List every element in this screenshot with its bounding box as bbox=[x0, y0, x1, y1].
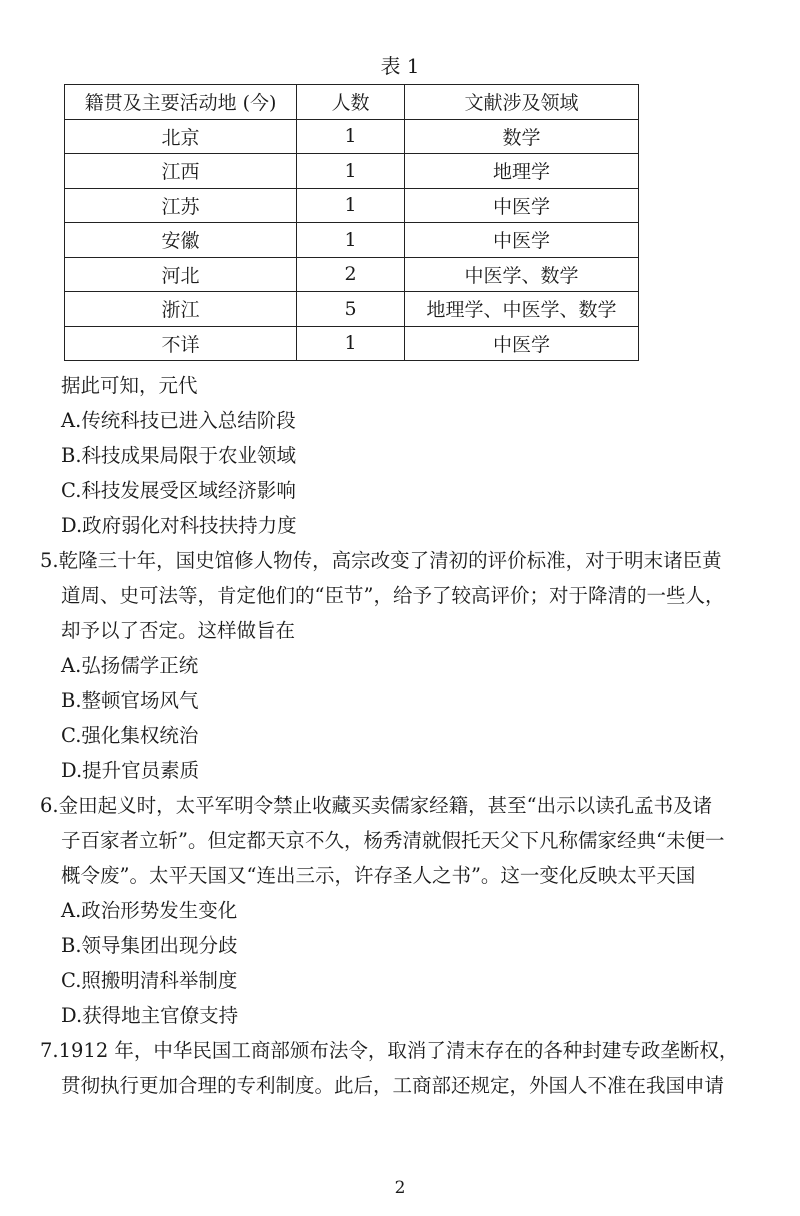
page-number: 2 bbox=[394, 1178, 406, 1198]
table-row bbox=[65, 257, 639, 292]
question-6-option-a: A.政治形势发生变化 bbox=[61, 899, 238, 922]
table-row bbox=[65, 119, 639, 154]
header-field: 文献涉及领域 bbox=[405, 85, 639, 120]
cell-count: 1 bbox=[297, 223, 405, 258]
header-region: 籍贯及主要活动地 (今) bbox=[65, 85, 297, 120]
cell-field: 中医学 bbox=[405, 188, 639, 223]
question-6 bbox=[40, 788, 785, 1033]
cell-count: 1 bbox=[297, 154, 405, 189]
cell-region: 安徽 bbox=[65, 223, 297, 258]
question-4-option-c: C.科技发展受区域经济影响 bbox=[61, 479, 296, 502]
cell-field: 地理学、中医学、数学 bbox=[405, 292, 639, 327]
question-6-option-b: B.领导集团出现分歧 bbox=[61, 934, 238, 957]
question-6-option-c: C.照搬明清科举制度 bbox=[61, 969, 238, 992]
question-5-line-3: 却予以了否定。这样做旨在 bbox=[61, 619, 296, 642]
cell-count: 1 bbox=[297, 326, 405, 361]
cell-count: 2 bbox=[297, 257, 405, 292]
question-4-option-d: D.政府弱化对科技扶持力度 bbox=[61, 514, 297, 537]
cell-count: 1 bbox=[297, 188, 405, 223]
question-5-option-b: B.整顿官场风气 bbox=[61, 689, 199, 712]
cell-region: 河北 bbox=[65, 257, 297, 292]
question-6-line-1: 6.金田起义时，太平军明令禁止收藏买卖儒家经籍，甚至“出示以读孔孟书及诸 bbox=[40, 794, 713, 817]
header-count: 人数 bbox=[297, 85, 405, 120]
cell-count: 5 bbox=[297, 292, 405, 327]
data-table bbox=[64, 84, 639, 361]
question-7-line-1: 7.1912 年，中华民国工商部颁布法令，取消了清末存在的各种封建专政垄断权， bbox=[40, 1039, 739, 1062]
questions-text bbox=[40, 368, 785, 1103]
question-6-line-3: 概令废”。太平天国又“连出三示，许存圣人之书”。这一变化反映太平天国 bbox=[61, 864, 696, 887]
question-6-line-2: 子百家者立斩”。但定都天京不久，杨秀清就假托天父下凡称儒家经典“未便一 bbox=[61, 829, 725, 852]
question-7 bbox=[40, 1033, 785, 1103]
cell-field: 中医学、数学 bbox=[405, 257, 639, 292]
table-row bbox=[65, 326, 639, 361]
cell-count: 1 bbox=[297, 119, 405, 154]
question-5-option-d: D.提升官员素质 bbox=[61, 759, 200, 782]
cell-field: 数学 bbox=[405, 119, 639, 154]
cell-region: 不详 bbox=[65, 326, 297, 361]
question-5-line-1: 5.乾隆三十年，国史馆修人物传，高宗改变了清初的评价标准，对于明末诸臣黄 bbox=[40, 549, 722, 572]
question-7-line-2: 贯彻执行更加合理的专利制度。此后，工商部还规定，外国人不准在我国申请 bbox=[61, 1074, 725, 1097]
cell-field: 中医学 bbox=[405, 223, 639, 258]
table-row bbox=[65, 154, 639, 189]
table-row bbox=[65, 292, 639, 327]
cell-region: 江西 bbox=[65, 154, 297, 189]
cell-region: 江苏 bbox=[65, 188, 297, 223]
question-6-option-d: D.获得地主官僚支持 bbox=[61, 1004, 239, 1027]
question-4-option-a: A.传统科技已进入总结阶段 bbox=[61, 409, 296, 432]
cell-field: 地理学 bbox=[405, 154, 639, 189]
table-header-row bbox=[65, 85, 639, 120]
question-5 bbox=[40, 543, 785, 788]
cell-field: 中医学 bbox=[405, 326, 639, 361]
table-caption: 表 1 bbox=[380, 54, 420, 78]
cell-region: 北京 bbox=[65, 119, 297, 154]
table-row bbox=[65, 188, 639, 223]
cell-region: 浙江 bbox=[65, 292, 297, 327]
question-4-stem: 据此可知，元代 bbox=[61, 374, 198, 397]
question-4 bbox=[40, 368, 785, 543]
table-row bbox=[65, 223, 639, 258]
question-5-option-a: A.弘扬儒学正统 bbox=[61, 654, 199, 677]
question-5-option-c: C.强化集权统治 bbox=[61, 724, 199, 747]
question-5-line-2: 道周、史可法等，肯定他们的“臣节”，给予了较高评价；对于降清的一些人， bbox=[61, 584, 725, 607]
question-4-option-b: B.科技成果局限于农业领域 bbox=[61, 444, 297, 467]
